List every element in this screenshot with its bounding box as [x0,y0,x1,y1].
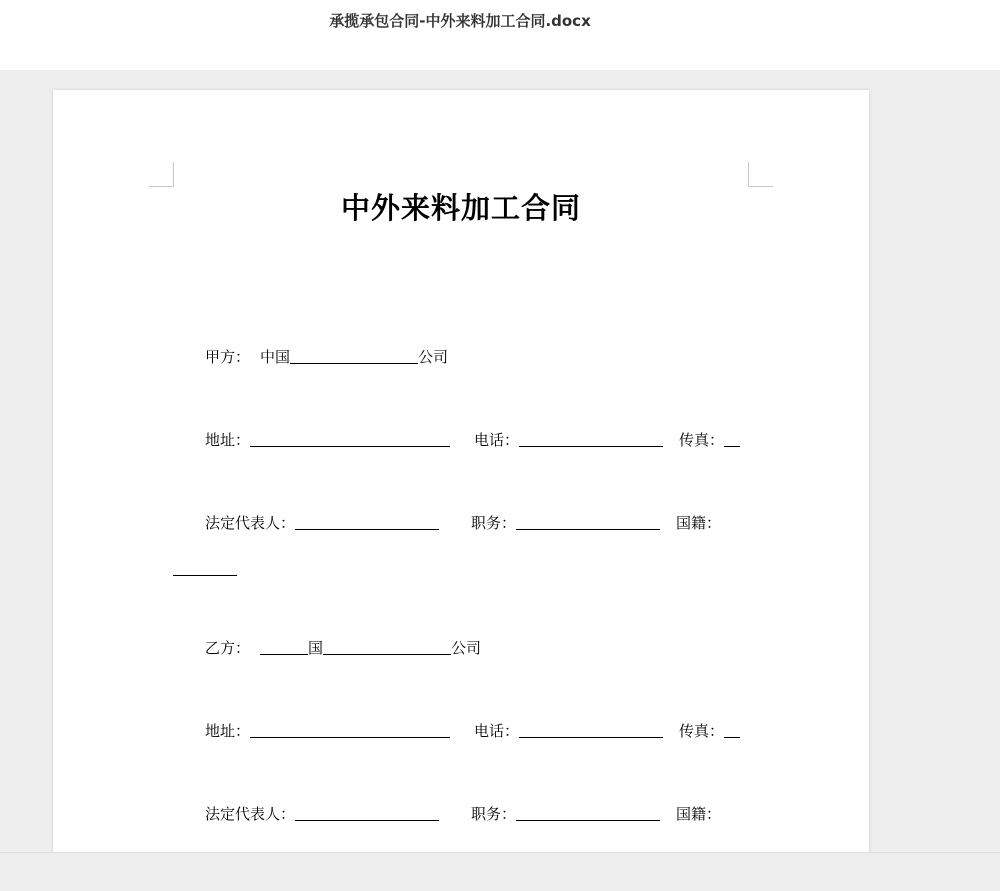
party-b-fax-blank [724,722,740,738]
party-b-fax-label: 传真： [679,722,725,740]
party-a-position-blank [516,514,660,530]
party-b-country-suffix: 国 [308,639,324,657]
party-a-position-label: 职务： [471,514,517,532]
party-b-country-blank [260,639,308,655]
document-page [53,90,869,852]
party-b-name-blank [323,639,451,655]
crop-mark-top-right [748,162,773,187]
party-b-address-blank [250,722,450,738]
party-a-name-blank [290,348,418,364]
party-b-label: 乙方： [205,639,251,657]
party-b-line [205,637,481,658]
party-a-nationality-label: 国籍： [676,514,722,532]
party-b-phone-label: 电话： [474,722,520,740]
bottom-bar [0,852,1000,891]
party-a-prefix: 中国 [260,348,291,366]
party-b-address-line [205,720,740,741]
document-viewer[interactable] [0,70,1000,852]
party-a-rep-label: 法定代表人： [205,514,296,532]
party-b-position-blank [516,805,660,821]
party-a-nationality-blank [173,560,237,576]
party-b-phone-blank [519,722,663,738]
party-a-phone-label: 电话： [474,431,520,449]
party-a-rep-blank [295,514,439,530]
party-a-address-label: 地址： [205,431,251,449]
party-b-suffix: 公司 [451,639,482,657]
party-a-phone-blank [519,431,663,447]
crop-mark-top-left [149,162,174,187]
party-a-rep-line [205,512,721,533]
party-b-position-label: 职务： [471,805,517,823]
contract-title: 中外来料加工合同 [340,191,581,225]
party-b-rep-blank [295,805,439,821]
party-a-label: 甲方： [205,348,251,366]
party-a-fax-label: 传真： [679,431,725,449]
party-b-nationality-label: 国籍： [676,805,722,823]
party-a-line [205,346,448,367]
file-name-title: 承揽承包合同-中外来料加工合同.docx [329,12,591,30]
party-a-address-blank [250,431,450,447]
party-a-nationality-continuation [173,560,237,578]
party-a-address-line [205,429,740,450]
party-a-fax-blank [724,431,740,447]
party-a-suffix: 公司 [418,348,449,366]
top-bar [0,0,1000,70]
party-b-rep-label: 法定代表人： [205,805,296,823]
party-b-rep-line [205,803,721,824]
party-b-address-label: 地址： [205,722,251,740]
